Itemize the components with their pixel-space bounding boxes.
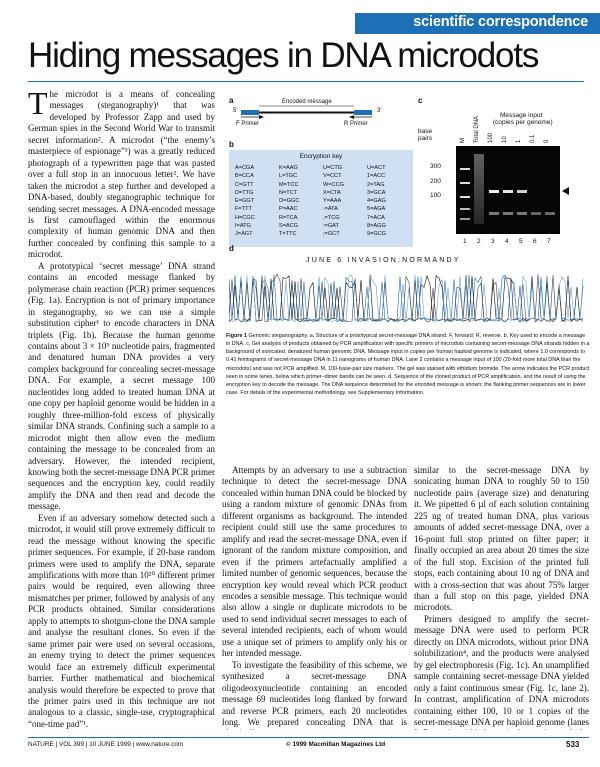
paragraph: similar to the secret-message DNA by sonicating human DNA to roughly 50 to 150 nucleotide pairs (average size) and denaturing it. We pipetted 6 µl of each solution containing 225 ng of treated human DNA, plus various amounts of added secret-message DNA, over a 16-point full stop printed on filter paper; it finally occupied an area about 20 times the size of the full stop. Excision of the printed full stops, each containing about 10 ng of DNA and with a cross-section that was about 75% larger than a full stop on this page, yielded DNA microdots. (414, 465, 589, 613)
gel-column-label: 0 (544, 139, 550, 143)
key-entry: V=CCT (323, 173, 342, 180)
encoded-message-label: Encoded message (282, 99, 332, 105)
key-entry: W=CCG (323, 181, 344, 188)
key-entry: K=AAG (279, 165, 298, 171)
body-column-1 (28, 89, 215, 729)
decoded-message: JUNE 6 INVASION:NORMANDY (306, 257, 461, 264)
key-entry: M=TCC (279, 181, 299, 188)
lane-number: 6 (533, 238, 537, 245)
gel-image (456, 146, 560, 234)
paragraph: A prototypical ‘secret message’ DNA strand contains an encoded message flanked by polymerase chain reaction (PCR) primer sequences (Fig. 1a). Encryption is not of primary importance in steganography, so we can use a simple substitution cipher¹ to encode characters in DNA triplets (Fig. 1b). Because the human genome contains about 3 × 10⁹ nucleotide pairs, fragmented and denatured human DNA provides a very complex background for concealing secret-message DNA. For example, a secret message 100 nucleotides long added to treated human DNA at one copy per haploid genome would be hidden in a roughly three-million-fold excess of physically similar DNA strands. Confining such a sample to a microdot might then allow even the medium containing the message to be concealed from an adversary. However, the intended recipient, knowing both the secret-message DNA PCR primer sequences and the encryption key, could readily amplify the DNA and then read and decode the message. (28, 260, 215, 512)
key-entry: F=TTT (235, 206, 252, 213)
paragraph: To investigate the feasibility of this scheme, we synthesized a secret-message DNA oligodeoxynucleotide containing an encoded message 69 nucleotides long flanked by forward and reverse PCR primers, each 20 nucleotides long. We prepared concealing DNA that is (222, 659, 407, 727)
panel-c (416, 94, 590, 254)
body-column-3 (414, 465, 589, 730)
key-entry: N=TCT (279, 189, 298, 196)
gel-column-label: Total DNA (474, 115, 480, 143)
f-primer-arrowhead (259, 115, 264, 119)
message-input-label-1: Message input (500, 112, 543, 119)
encryption-key-grid (235, 165, 411, 239)
gel-column-label: 100 (488, 132, 494, 143)
key-entry: 8=AGG (367, 223, 386, 230)
drop-cap: T (28, 89, 48, 121)
key-entry: Y=AAA (323, 198, 342, 205)
panel-d-label: d (229, 244, 234, 253)
key-entry: R=TCA (279, 214, 298, 221)
title-divider (28, 81, 584, 82)
key-entry: L=TGC (279, 173, 298, 180)
r-primer-arrowhead (349, 115, 354, 119)
key-entry: A=CGA (235, 165, 255, 171)
gel-column-label: 0.1 (530, 134, 536, 143)
gel-column-label: M (460, 138, 466, 143)
message-input-label-2: (copies per genome) (493, 119, 553, 126)
key-entry: P=AAC (279, 206, 298, 213)
key-entry: U=ACT (367, 165, 386, 171)
key-entry: ,=TCG (323, 214, 340, 221)
key-entry: 4=GAG (367, 198, 386, 205)
key-entry: 2=TAG (367, 181, 385, 188)
panel-b-label: b (229, 140, 234, 149)
paragraph-text: he microdot is a means of concealing messages (steganography)¹ that was developed by Professor Zapp and used by German spies in the Second World War to transmit secret information². A microdot (“the enemy’s masterpiece of espionage”³) was a greatly reduced photograph of a typewritten page that was pasted over a full stop in an innocuous letter². We have taken the microdot a step further and developed a DNA-based, doubly steganographic technique for sending secret messages. A DNA-encoded message is first camouflaged within the enormous complexity of human genomic DNA and then further concealed by confining this sample to a microdot. (28, 89, 215, 260)
key-entry: U=CTG (323, 165, 343, 171)
key-entry: 3=GCA (367, 189, 386, 196)
page-number: 533 (566, 740, 580, 749)
section-banner (355, 13, 600, 34)
key-entry: ;=GCT (323, 231, 340, 238)
key-entry: :=GAT (323, 223, 339, 230)
encryption-key-title: Encryption key (299, 153, 343, 160)
panel-a-label: a (229, 96, 234, 105)
key-entry: 1=ACC (367, 173, 386, 180)
key-entry: J=AGT (235, 231, 253, 238)
lane-number: 5 (519, 238, 523, 245)
lane-number: 1 (463, 238, 467, 245)
key-entry: S=ACG (279, 223, 299, 230)
panel-c-label: c (418, 96, 423, 105)
key-entry: 9=GCG (367, 231, 387, 238)
lane-number: 2 (477, 238, 481, 245)
marker-300: 300 (430, 163, 441, 170)
r-primer-label: R Primer (344, 121, 368, 127)
copyright: © 1999 Macmillan Magazines Ltd (286, 741, 386, 748)
gel-bands (456, 146, 560, 234)
journal-citation: NATURE | VOL 399 | 10 JUNE 1999 | www.nature.com (28, 741, 184, 748)
r-primer-segment (354, 110, 372, 115)
encryption-key-box (229, 150, 413, 247)
key-entry: .=ATA (323, 206, 338, 213)
key-entry: B=CCA (235, 173, 254, 180)
trace-line (229, 274, 583, 322)
trace-line (229, 274, 583, 322)
lane-number: 4 (505, 238, 509, 245)
footer-divider (28, 737, 589, 738)
sequencing-trace (229, 268, 587, 324)
strand-diagram (226, 94, 416, 134)
key-entry: T=TTC (279, 231, 297, 238)
key-entry: 7=ACA (367, 214, 385, 221)
five-prime-label: 5′ (233, 108, 238, 114)
three-prime-label: 3′ (377, 108, 382, 114)
paragraph: Primers designed to amplify the secret-message DNA were used to perform PCR directly on DNA microdots, without prior DNA solubilization⁴, and the products were analysed by gel electrophoresis (Fig. 1c). An unamplified sample containing secret-message DNA yielded only a faint continuous smear (Fig. 1c, lane 2). In contrast, amplification of DNA microdots containing either 100, 10 or 1 copies of the secret-message DNA per haploid genome (lanes (414, 613, 589, 727)
lane-number: 3 (491, 238, 495, 245)
key-entry: E=GGT (235, 198, 255, 205)
gel-column-label: 10 (502, 136, 508, 143)
section-label: scientific correspondence (413, 14, 588, 30)
paragraph: Even if an adversary somehow detected such a microdot, it would still prove extremely difficult to read the message without knowing the specific primer sequences. For example, if 20-base random primers were used to amplify the DNA, separate amplifications with more than 10²⁰ different primer pairs would be required, even allowing three mismatches per primer, followed by analysis of any PCR products obtained. Similar considerations apply to attempts to shotgun-clone the DNA sample and analyse the resultant clones. So even if the same primer pair were used on several occasions, an enemy trying to detect the primer sequences would face an extremely difficult experimental barrier. Further mathematical and biochemical analysis would therefore be expected to prove that the primer pairs used in this technique are not analogous to a classic, single-use, cryptographical “one-time pad”¹. (28, 512, 215, 729)
caption-text: Genomic steganography. a, Structure of a prototypical secret-message DNA strand. F, forward; R, reverse. b, Key used to encode a message in DNA. c, Gel analysis of products obtained by PCR amplification with specific primers of microdots containing secret-message DNA strands hidden in a background of sonicated, denatured human genomic DNA. Message input in copies per human haploid genome is indicated, where 1.0 corresponds to 0.41 femtograms of secret-message DNA in 11 nanograms of human DNA. Lane 2 contains a message input of 100 (20-fold more total DNA than the microdots) and was not PCR amplified. M, 100-base-pair size markers. The gel was stained with ethidium bromide. The arrow indicates the PCR product seen in some lanes, below which primer–dimer bands can be seen. d, Sequence of the cloned product of PCR amplification, and the result of using the encryption key to decode the message. The DNA sequence determined for the encoded message is shown; the flanking primer sequences are in lower case. For details of the experimental methodology, see Supplementary Information. (226, 333, 590, 397)
key-entry: I=ATG (235, 223, 251, 230)
key-entry: X=CTA (323, 189, 341, 196)
figure-caption (226, 332, 590, 397)
marker-100: 100 (430, 192, 441, 199)
f-primer-segment (241, 110, 259, 115)
f-primer-label: F Primer (236, 121, 259, 127)
trace-line (229, 275, 583, 322)
gel-column-label: 1 (516, 139, 522, 143)
paragraph (28, 89, 215, 261)
marker-200: 200 (430, 178, 441, 185)
arrow-icon (562, 187, 574, 195)
lane-number: 7 (547, 238, 551, 245)
key-entry: O=GGC (279, 198, 300, 205)
key-entry: C=GTT (235, 181, 254, 188)
body-column-2 (222, 465, 407, 730)
key-entry: 5=AGA (367, 206, 386, 213)
caption-lead: Figure 1 (226, 333, 247, 339)
pairs-label: pairs (418, 135, 433, 142)
paragraph: Attempts by an adversary to use a subtraction technique to detect the secret-message DNA concealed within human DNA could be blocked by using a random mixture of genomic DNAs from different organisms as background. The intended recipient could still use the same procedures to amplify and read the secret-message DNA, even if ignorant of the random mixture composition, and even if the primers artefactually amplified a limited number of genomic sequences, because the encryption key would reveal which PCR product encodes a sensible message. This technique would also allow a single or duplicate microdots to be used to send individual secret messages to each of several intended recipients, each of whom would use a unique set of primers to amplify only his or her intended message. (222, 465, 407, 659)
article-title: Hiding messages in DNA microdots (28, 36, 539, 75)
key-entry: H=CGC (235, 214, 255, 221)
trace-line (229, 275, 583, 323)
base-label: base (418, 128, 433, 135)
key-entry: D=TTG (235, 189, 254, 196)
